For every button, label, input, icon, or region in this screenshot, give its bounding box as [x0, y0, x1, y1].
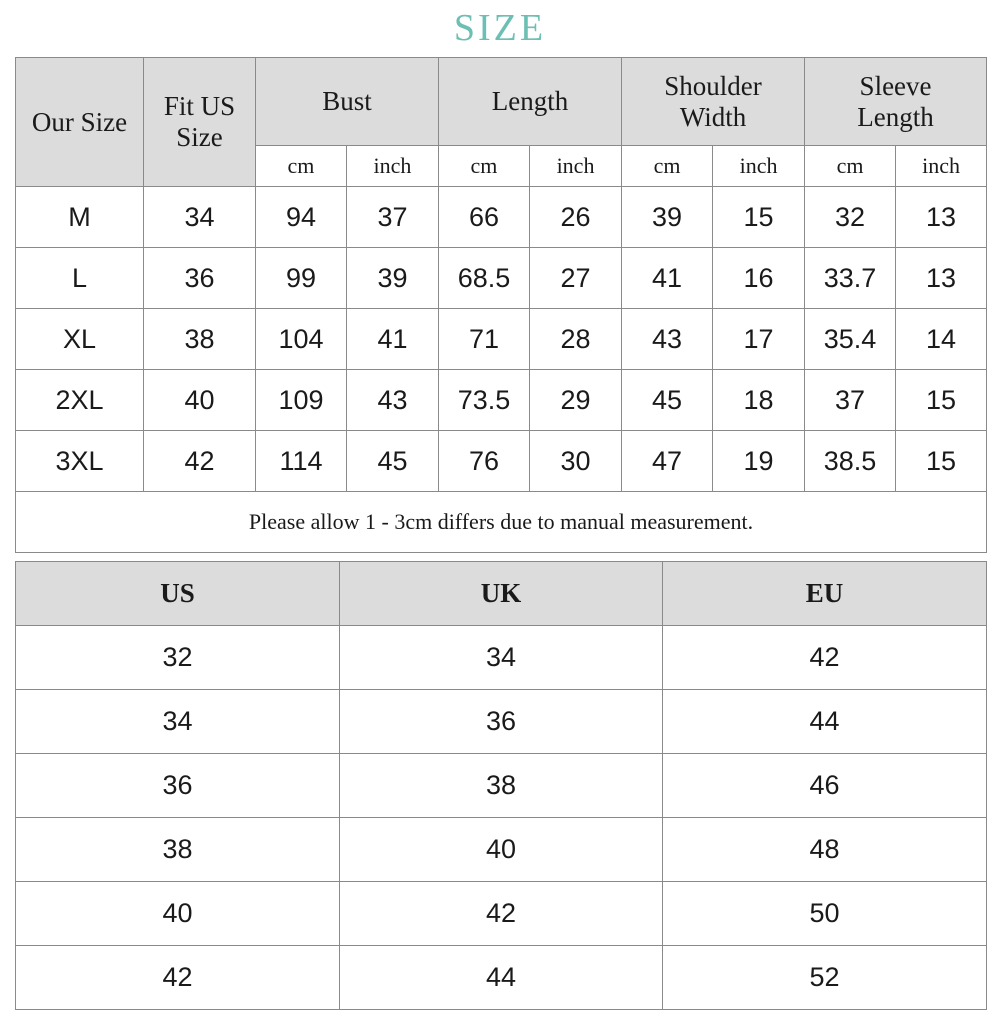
cell-length-cm: 66: [439, 187, 530, 248]
cell-us: 36: [16, 754, 340, 818]
size-chart-table: [15, 57, 987, 553]
unit-sleeve-inch: inch: [896, 146, 987, 187]
table-row: [16, 690, 987, 754]
cell-shoulder-inch: 19: [713, 431, 805, 492]
cell-length-inch: 30: [530, 431, 622, 492]
header-our-size: Our Size: [16, 58, 144, 187]
cell-bust-cm: 109: [256, 370, 347, 431]
unit-shoulder-cm: cm: [622, 146, 713, 187]
cell-shoulder-cm: 39: [622, 187, 713, 248]
cell-sleeve-inch: 15: [896, 370, 987, 431]
cell-shoulder-inch: 18: [713, 370, 805, 431]
cell-shoulder-cm: 45: [622, 370, 713, 431]
table-row: [16, 431, 987, 492]
cell-sleeve-cm: 33.7: [805, 248, 896, 309]
cell-our-size: M: [16, 187, 144, 248]
header-length: Length: [439, 58, 622, 146]
cell-length-cm: 73.5: [439, 370, 530, 431]
cell-us: 34: [16, 690, 340, 754]
size-conversion-table: [15, 561, 987, 1010]
cell-shoulder-inch: 17: [713, 309, 805, 370]
table-row: [16, 309, 987, 370]
unit-shoulder-inch: inch: [713, 146, 805, 187]
unit-sleeve-cm: cm: [805, 146, 896, 187]
cell-sleeve-inch: 13: [896, 187, 987, 248]
cell-uk: 36: [340, 690, 663, 754]
cell-length-cm: 76: [439, 431, 530, 492]
cell-sleeve-cm: 32: [805, 187, 896, 248]
cell-us: 38: [16, 818, 340, 882]
cell-uk: 42: [340, 882, 663, 946]
unit-length-inch: inch: [530, 146, 622, 187]
cell-sleeve-inch: 14: [896, 309, 987, 370]
table-row: [16, 754, 987, 818]
cell-bust-cm: 114: [256, 431, 347, 492]
cell-bust-inch: 41: [347, 309, 439, 370]
table-row: [16, 248, 987, 309]
cell-fit-us-size: 34: [144, 187, 256, 248]
table-row: [16, 818, 987, 882]
cell-eu: 44: [663, 690, 987, 754]
cell-our-size: 2XL: [16, 370, 144, 431]
header-bust: Bust: [256, 58, 439, 146]
cell-sleeve-cm: 35.4: [805, 309, 896, 370]
cell-fit-us-size: 38: [144, 309, 256, 370]
cell-bust-inch: 45: [347, 431, 439, 492]
cell-eu: 52: [663, 946, 987, 1010]
cell-shoulder-cm: 43: [622, 309, 713, 370]
cell-eu: 50: [663, 882, 987, 946]
cell-uk: 38: [340, 754, 663, 818]
header-eu: EU: [663, 562, 987, 626]
cell-us: 32: [16, 626, 340, 690]
table-row: [16, 882, 987, 946]
cell-uk: 44: [340, 946, 663, 1010]
cell-eu: 48: [663, 818, 987, 882]
cell-shoulder-inch: 15: [713, 187, 805, 248]
cell-us: 40: [16, 882, 340, 946]
cell-sleeve-inch: 15: [896, 431, 987, 492]
cell-shoulder-inch: 16: [713, 248, 805, 309]
cell-length-inch: 28: [530, 309, 622, 370]
cell-fit-us-size: 36: [144, 248, 256, 309]
cell-shoulder-cm: 47: [622, 431, 713, 492]
cell-shoulder-cm: 41: [622, 248, 713, 309]
cell-bust-inch: 39: [347, 248, 439, 309]
table-row: [16, 626, 987, 690]
measurement-note: Please allow 1 - 3cm differs due to manual measurement.: [16, 492, 987, 553]
table-row: [16, 946, 987, 1010]
cell-length-cm: 71: [439, 309, 530, 370]
cell-our-size: L: [16, 248, 144, 309]
cell-uk: 40: [340, 818, 663, 882]
cell-sleeve-inch: 13: [896, 248, 987, 309]
cell-fit-us-size: 42: [144, 431, 256, 492]
cell-length-inch: 29: [530, 370, 622, 431]
unit-length-cm: cm: [439, 146, 530, 187]
unit-bust-inch: inch: [347, 146, 439, 187]
cell-length-inch: 27: [530, 248, 622, 309]
cell-us: 42: [16, 946, 340, 1010]
header-us: US: [16, 562, 340, 626]
cell-eu: 46: [663, 754, 987, 818]
table-row: [16, 370, 987, 431]
cell-bust-cm: 104: [256, 309, 347, 370]
cell-bust-inch: 37: [347, 187, 439, 248]
cell-bust-cm: 94: [256, 187, 347, 248]
cell-uk: 34: [340, 626, 663, 690]
page-title: SIZE: [453, 7, 547, 49]
cell-fit-us-size: 40: [144, 370, 256, 431]
header-uk: UK: [340, 562, 663, 626]
cell-bust-cm: 99: [256, 248, 347, 309]
header-fit-us-size: Fit US Size: [144, 58, 256, 187]
unit-bust-cm: cm: [256, 146, 347, 187]
cell-length-inch: 26: [530, 187, 622, 248]
cell-length-cm: 68.5: [439, 248, 530, 309]
cell-sleeve-cm: 38.5: [805, 431, 896, 492]
cell-eu: 42: [663, 626, 987, 690]
table-row: [16, 187, 987, 248]
header-sleeve-length: Sleeve Length: [805, 58, 987, 146]
header-shoulder-width: Shoulder Width: [622, 58, 805, 146]
cell-bust-inch: 43: [347, 370, 439, 431]
cell-our-size: XL: [16, 309, 144, 370]
cell-our-size: 3XL: [16, 431, 144, 492]
cell-sleeve-cm: 37: [805, 370, 896, 431]
